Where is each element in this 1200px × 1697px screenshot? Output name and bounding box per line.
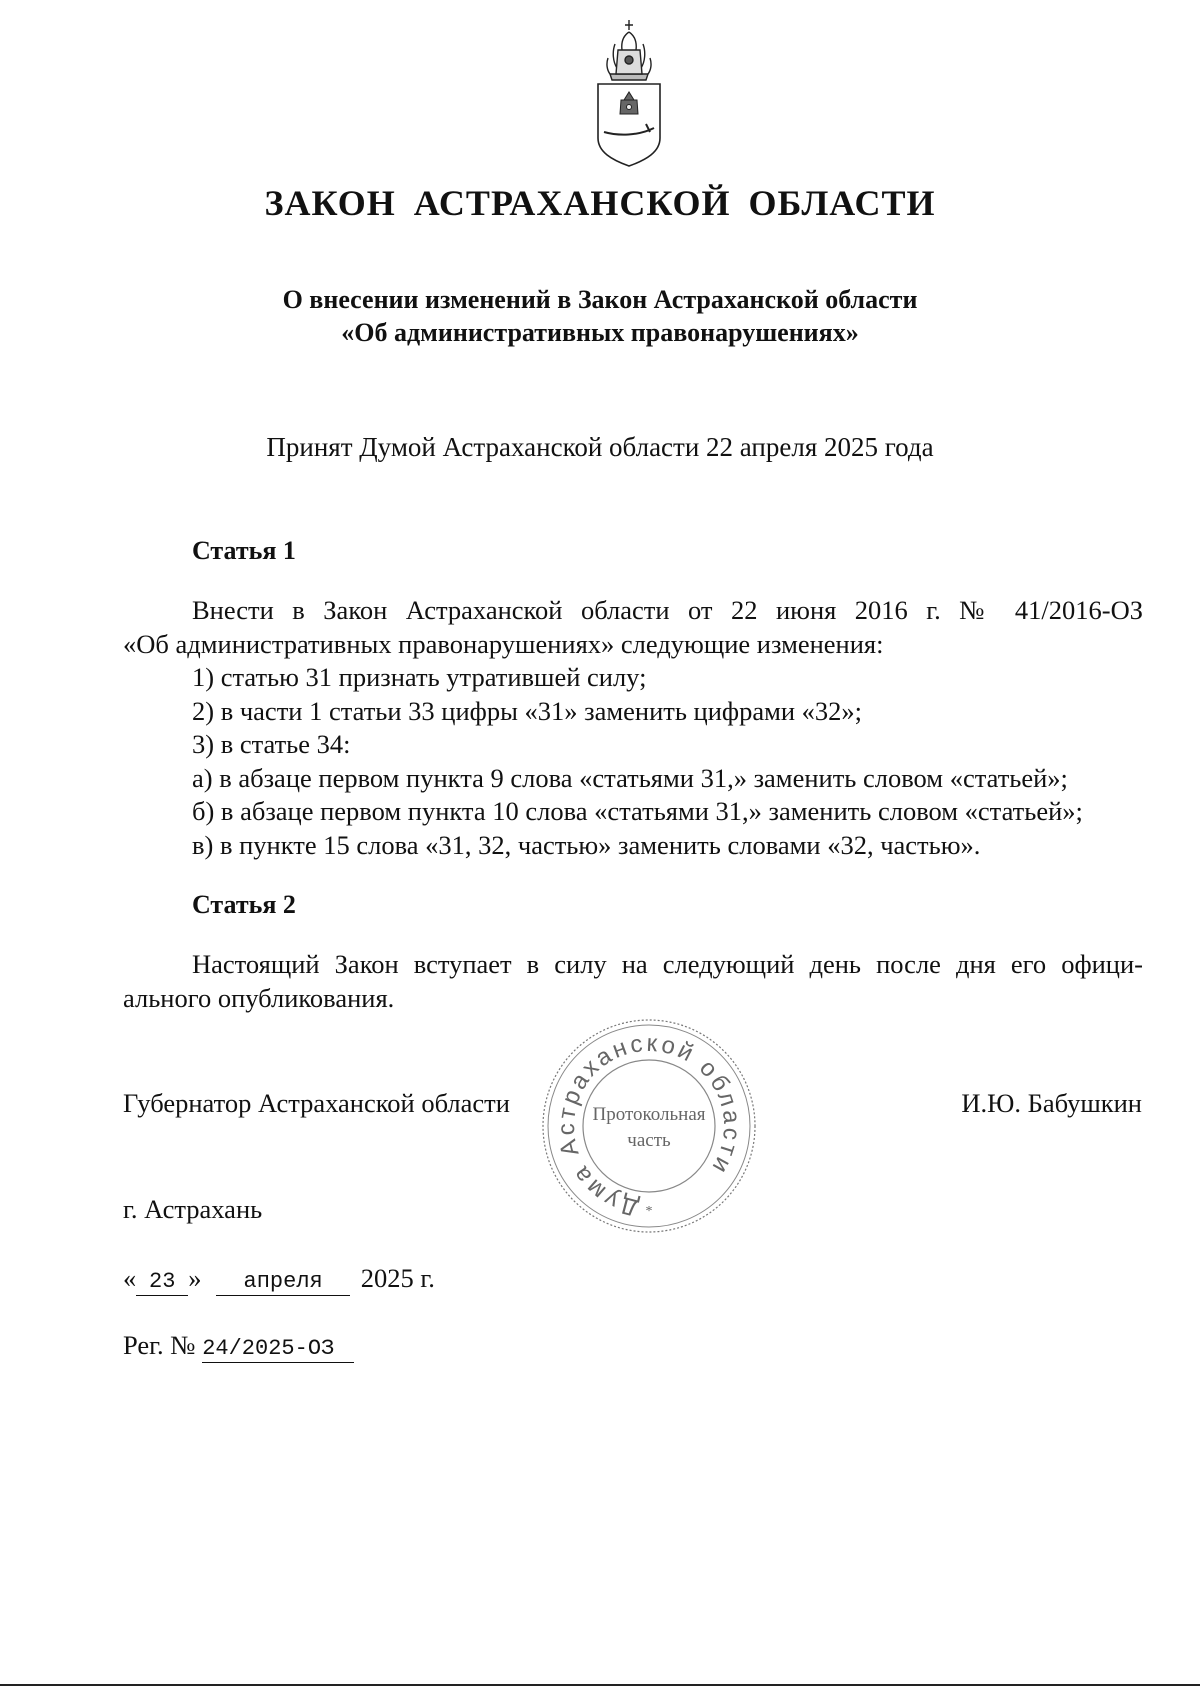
article-1-intro-line-1: Внести в Закон Астраханской области от 22 июня 2016 г. № 41/2016-ОЗ [192, 595, 1143, 625]
signatory-position: Губернатор Астраханской области [123, 1088, 510, 1118]
date-day: 23 [136, 1269, 188, 1296]
article-2-text-line-1: Настоящий Закон вступает в силу на следующий день после дня его офици- [192, 949, 1143, 979]
registration-value: 24/2025-ОЗ [202, 1336, 354, 1363]
article-1-intro-line-2: «Об административных правонарушениях» следующие изменения: [123, 628, 884, 659]
stamp-center-line-2: часть [627, 1130, 671, 1151]
article-1-item: а) в абзаце первом пункта 9 слова «статьями 31,» заменить словом «статьей»; [192, 762, 1068, 793]
law-subtitle [0, 283, 1200, 349]
page-bottom-rule [0, 1684, 1200, 1686]
article-1-item: б) в абзаце первом пункта 10 слова «статьями 31,» заменить словом «статьей»; [192, 796, 1083, 826]
date-open-quote: « [123, 1263, 137, 1293]
official-stamp [536, 1015, 762, 1237]
article-2-body [123, 948, 1143, 1015]
stamp-star-icon: * [645, 1204, 653, 1219]
adoption-note: Принят Думой Астраханской области 22 апреля 2025 года [266, 432, 934, 462]
article-1-item: 3) в статье 34: [192, 729, 351, 759]
subtitle-line-2: «Об административных правонарушениях» [341, 318, 859, 347]
svg-text:Дума Астраханской области [553, 1030, 745, 1222]
article-2-text-line-2: ального опубликования. [123, 982, 395, 1013]
article-1-item: 2) в части 1 статьи 33 цифры «31» заменить цифрами «32»; [192, 695, 863, 726]
coat-of-arms-emblem [588, 18, 670, 168]
stamp-ring-text: Дума Астраханской области [552, 1029, 746, 1222]
date-close-quote: » [188, 1263, 202, 1293]
article-2-heading: Статья 2 [192, 890, 296, 919]
article-1-item: 1) статью 31 признать утратившей силу; [192, 662, 647, 692]
date-year: 2025 г. [360, 1263, 435, 1293]
stamp-center-line-1: Протокольная [592, 1104, 706, 1125]
article-1-body [123, 594, 1143, 862]
place-of-signing: г. Астрахань [123, 1194, 263, 1224]
document-title: ЗАКОН АСТРАХАНСКОЙ ОБЛАСТИ [264, 183, 936, 223]
subtitle-line-1: О внесении изменений в Закон Астраханской области [282, 285, 918, 314]
signatory-name: И.Ю. Бабушкин [961, 1088, 1142, 1118]
article-1-item: в) в пункте 15 слова «31, 32, частью» заменить словами «32, частью». [192, 829, 981, 860]
registration-label: Рег. № [123, 1330, 196, 1360]
registration-number [123, 1330, 354, 1363]
article-1-heading: Статья 1 [192, 536, 296, 565]
signing-date [123, 1263, 435, 1296]
date-month: апреля [216, 1269, 350, 1296]
